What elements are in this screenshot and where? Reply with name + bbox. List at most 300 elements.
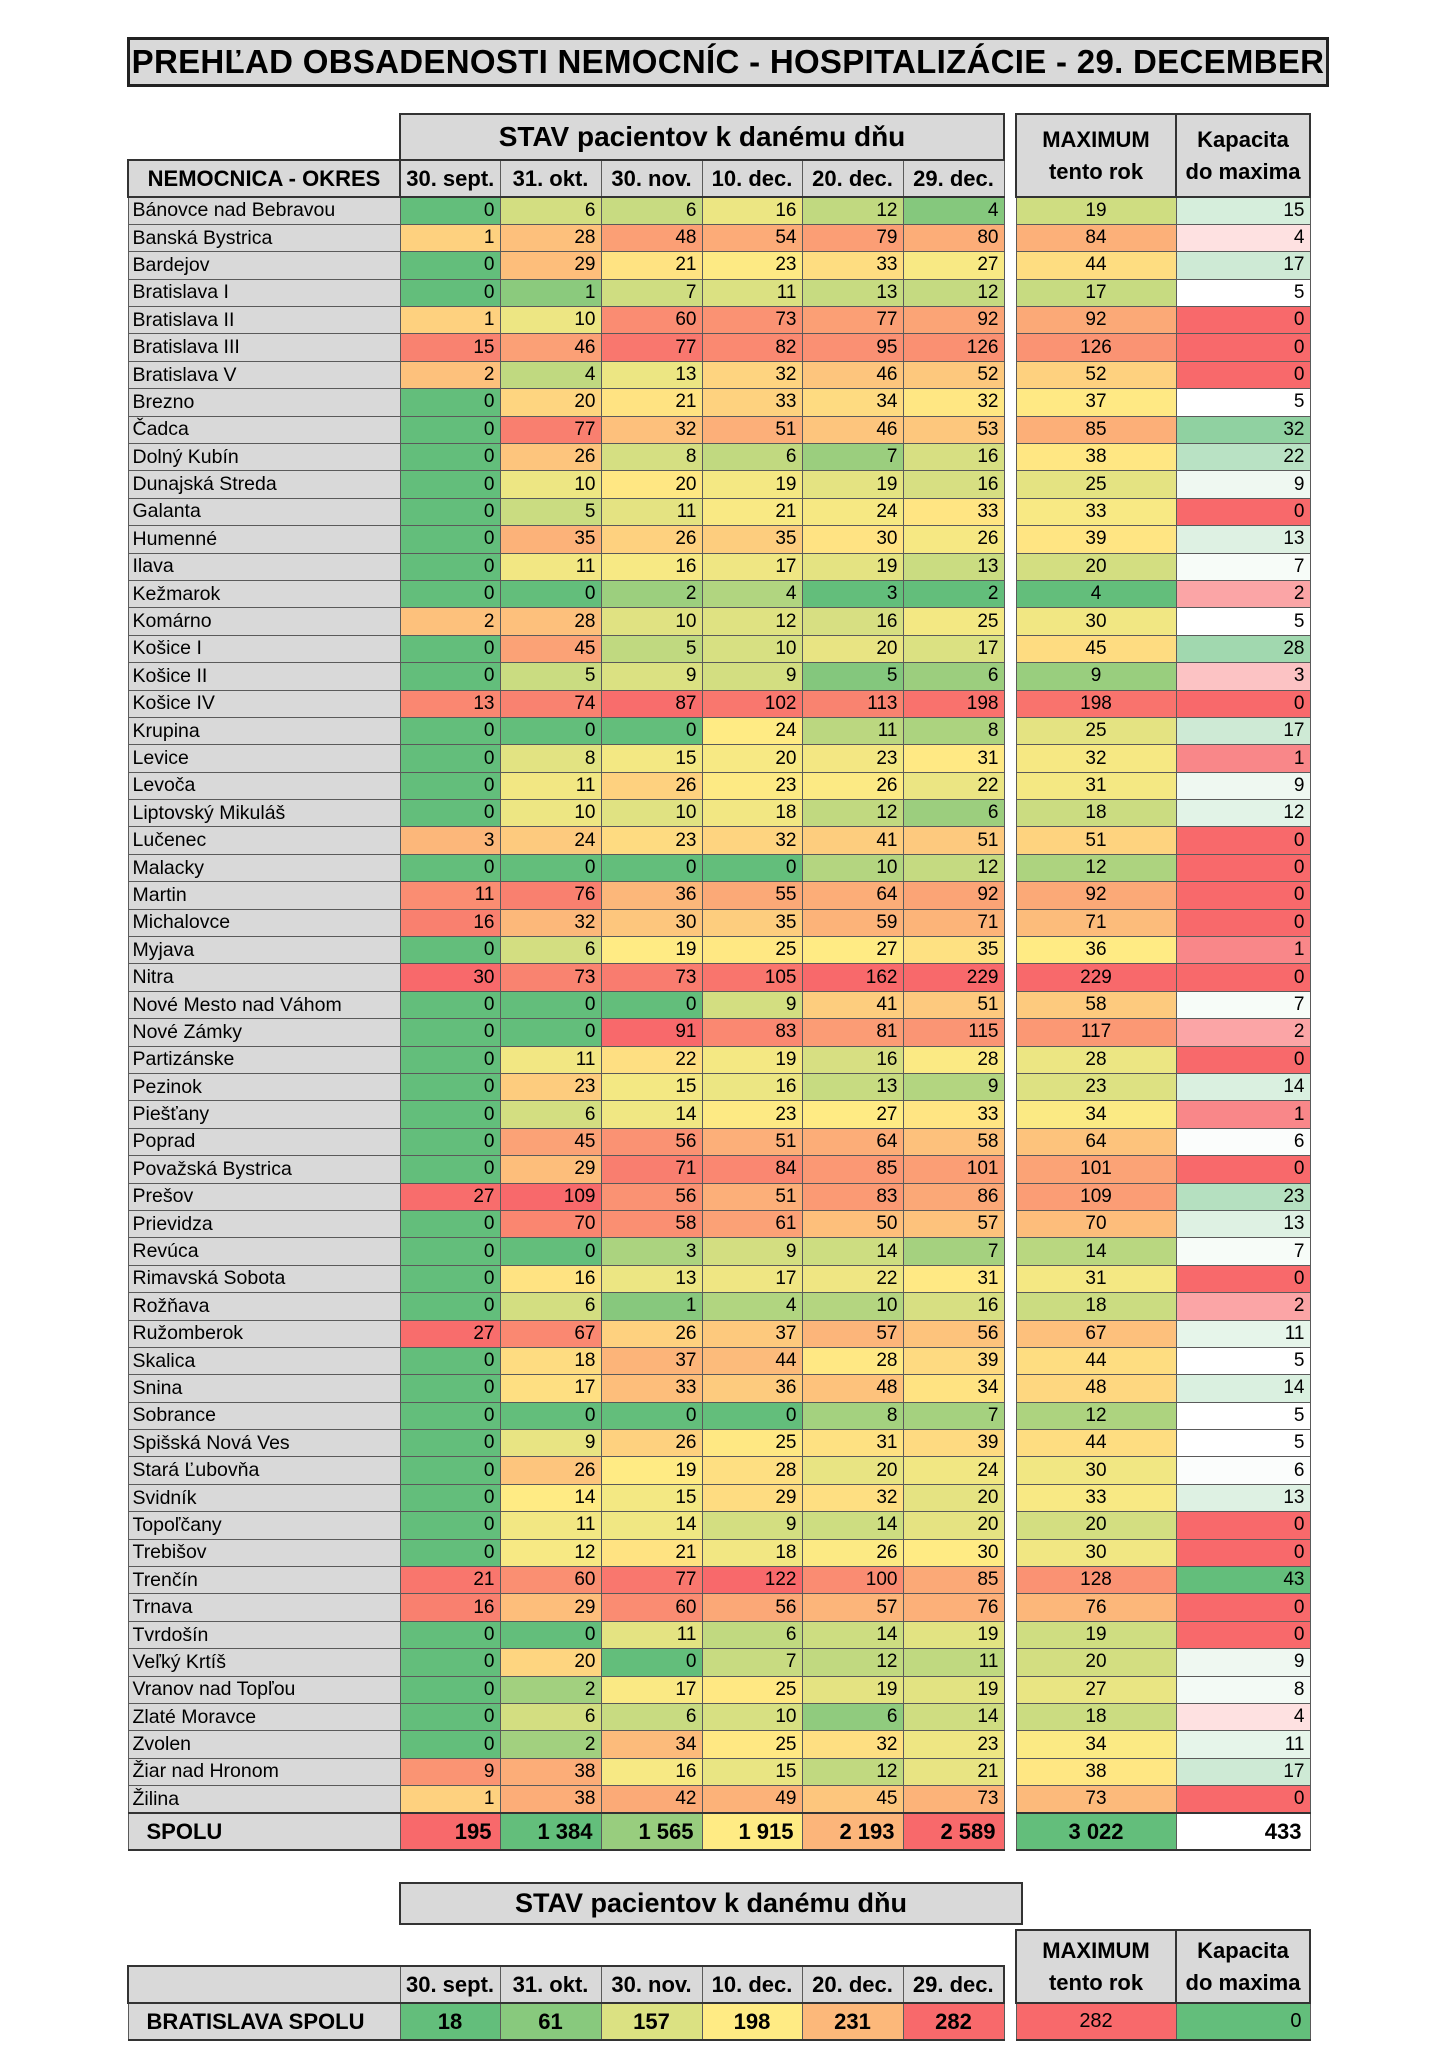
capacity-cell: 5 <box>1176 1402 1310 1429</box>
max-cell: 44 <box>1016 252 1176 279</box>
capacity-cell: 17 <box>1176 1758 1310 1785</box>
value-cell: 26 <box>601 526 702 553</box>
value-cell: 26 <box>500 444 601 471</box>
value-cell: 12 <box>802 1649 903 1676</box>
capacity-cell: 4 <box>1176 1703 1310 1730</box>
summary-value: 61 <box>500 2003 601 2040</box>
row-gap <box>1004 1210 1016 1237</box>
value-cell: 0 <box>400 1676 500 1703</box>
hospital-name: Žiar nad Hronom <box>128 1758 400 1785</box>
value-cell: 11 <box>802 717 903 744</box>
max-cell: 18 <box>1016 1703 1176 1730</box>
hospital-name: Čadca <box>128 416 400 443</box>
value-cell: 25 <box>903 608 1004 635</box>
value-cell: 113 <box>802 690 903 717</box>
value-cell: 162 <box>802 964 903 991</box>
row-gap <box>1004 526 1016 553</box>
capacity-cell: 43 <box>1176 1567 1310 1594</box>
table-row <box>128 580 1310 607</box>
value-cell: 60 <box>601 1594 702 1621</box>
max-cell: 52 <box>1016 361 1176 388</box>
value-cell: 33 <box>601 1375 702 1402</box>
value-cell: 32 <box>500 909 601 936</box>
max-cell: 38 <box>1016 444 1176 471</box>
capacity-cell: 0 <box>1176 827 1310 854</box>
capacity-cell: 22 <box>1176 444 1310 471</box>
value-cell: 3 <box>802 580 903 607</box>
value-cell: 11 <box>702 279 802 306</box>
capacity-cell: 1 <box>1176 1101 1310 1128</box>
value-cell: 0 <box>400 1210 500 1237</box>
capacity-cell: 17 <box>1176 717 1310 744</box>
total-row <box>128 1813 1310 1850</box>
hospital-name: Dunajská Streda <box>128 471 400 498</box>
value-cell: 4 <box>500 361 601 388</box>
table-row <box>128 1594 1310 1621</box>
value-cell: 16 <box>400 1594 500 1621</box>
value-cell: 12 <box>802 197 903 224</box>
value-cell: 23 <box>802 745 903 772</box>
value-cell: 26 <box>903 526 1004 553</box>
value-cell: 19 <box>903 1621 1004 1648</box>
max-cell: 9 <box>1016 663 1176 690</box>
summary-kap-header <box>1176 1930 1310 2003</box>
max-cell: 71 <box>1016 909 1176 936</box>
table-row <box>128 1621 1310 1648</box>
max-cell: 25 <box>1016 717 1176 744</box>
max-cell: 28 <box>1016 1046 1176 1073</box>
capacity-cell: 7 <box>1176 991 1310 1018</box>
row-gap <box>1004 334 1016 361</box>
value-cell: 26 <box>601 1430 702 1457</box>
value-cell: 24 <box>500 827 601 854</box>
value-cell: 0 <box>400 1703 500 1730</box>
value-cell: 34 <box>802 389 903 416</box>
value-cell: 45 <box>500 635 601 662</box>
max-cell: 14 <box>1016 1238 1176 1265</box>
value-cell: 101 <box>903 1156 1004 1183</box>
value-cell: 57 <box>802 1594 903 1621</box>
value-cell: 84 <box>702 1156 802 1183</box>
hospital-name: Bratislava III <box>128 334 400 361</box>
row-gap <box>1004 197 1016 224</box>
table-row <box>128 1402 1310 1429</box>
value-cell: 6 <box>500 1703 601 1730</box>
total-value: 2 193 <box>802 1813 903 1850</box>
capacity-cell: 6 <box>1176 1457 1310 1484</box>
capacity-cell: 28 <box>1176 635 1310 662</box>
max-cell: 31 <box>1016 772 1176 799</box>
value-cell: 39 <box>903 1347 1004 1374</box>
value-cell: 33 <box>802 252 903 279</box>
value-cell: 42 <box>601 1786 702 1813</box>
value-cell: 11 <box>400 882 500 909</box>
table-row <box>128 1265 1310 1292</box>
value-cell: 32 <box>802 1731 903 1758</box>
value-cell: 0 <box>400 580 500 607</box>
value-cell: 31 <box>802 1430 903 1457</box>
summary-date-header: 10. dec. <box>702 1966 802 2003</box>
value-cell: 41 <box>802 991 903 1018</box>
row-gap <box>1004 635 1016 662</box>
row-gap <box>1004 553 1016 580</box>
value-cell: 1 <box>400 307 500 334</box>
value-cell: 37 <box>601 1347 702 1374</box>
summary-kap-line1: Kapacita <box>1197 1937 1289 1963</box>
row-gap <box>1004 580 1016 607</box>
value-cell: 31 <box>903 745 1004 772</box>
table-row <box>128 1019 1310 1046</box>
value-cell: 3 <box>601 1238 702 1265</box>
value-cell: 20 <box>903 1512 1004 1539</box>
value-cell: 14 <box>500 1484 601 1511</box>
row-gap <box>1004 1457 1016 1484</box>
value-cell: 46 <box>500 334 601 361</box>
value-cell: 0 <box>400 991 500 1018</box>
value-cell: 20 <box>802 635 903 662</box>
value-cell: 23 <box>500 1074 601 1101</box>
table-row <box>128 937 1310 964</box>
value-cell: 0 <box>500 991 601 1018</box>
value-cell: 10 <box>500 307 601 334</box>
value-cell: 12 <box>903 854 1004 881</box>
value-cell: 30 <box>400 964 500 991</box>
capacity-cell: 17 <box>1176 252 1310 279</box>
value-cell: 67 <box>500 1320 601 1347</box>
value-cell: 4 <box>903 197 1004 224</box>
capacity-cell: 5 <box>1176 1430 1310 1457</box>
summary-blank <box>128 1930 1004 1966</box>
value-cell: 4 <box>702 1293 802 1320</box>
max-cell: 36 <box>1016 937 1176 964</box>
hospital-name: Snina <box>128 1375 400 1402</box>
table-row <box>128 444 1310 471</box>
table-row <box>128 882 1310 909</box>
value-cell: 10 <box>601 608 702 635</box>
summary-max: 282 <box>1016 2003 1176 2040</box>
value-cell: 16 <box>903 471 1004 498</box>
table-row <box>128 1347 1310 1374</box>
max-cell: 76 <box>1016 1594 1176 1621</box>
value-cell: 0 <box>400 1238 500 1265</box>
max-cell: 38 <box>1016 1758 1176 1785</box>
value-cell: 16 <box>702 1074 802 1101</box>
value-cell: 17 <box>903 635 1004 662</box>
max-cell: 39 <box>1016 526 1176 553</box>
value-cell: 16 <box>903 1293 1004 1320</box>
capacity-cell: 0 <box>1176 1594 1310 1621</box>
value-cell: 21 <box>601 252 702 279</box>
value-cell: 92 <box>903 307 1004 334</box>
row-gap <box>1004 1156 1016 1183</box>
value-cell: 14 <box>802 1621 903 1648</box>
capacity-cell: 12 <box>1176 800 1310 827</box>
value-cell: 28 <box>903 1046 1004 1073</box>
value-cell: 23 <box>702 1101 802 1128</box>
capacity-cell: 13 <box>1176 1484 1310 1511</box>
value-cell: 17 <box>702 553 802 580</box>
value-cell: 13 <box>903 553 1004 580</box>
summary-gap <box>1004 1930 1016 1966</box>
hospital-name: Topoľčany <box>128 1512 400 1539</box>
max-cell: 45 <box>1016 635 1176 662</box>
hospital-name: Michalovce <box>128 909 400 936</box>
capacity-cell: 5 <box>1176 279 1310 306</box>
value-cell: 10 <box>500 800 601 827</box>
value-cell: 83 <box>802 1183 903 1210</box>
summary-blank-label <box>128 1966 400 2003</box>
hospital-name: Nitra <box>128 964 400 991</box>
hospital-name: Rožňava <box>128 1293 400 1320</box>
hospital-name: Rimavská Sobota <box>128 1265 400 1292</box>
value-cell: 55 <box>702 882 802 909</box>
value-cell: 29 <box>500 1594 601 1621</box>
hospital-name: Dolný Kubín <box>128 444 400 471</box>
value-cell: 0 <box>400 1621 500 1648</box>
header-gap <box>1004 114 1016 160</box>
value-cell: 32 <box>601 416 702 443</box>
row-gap <box>1004 1539 1016 1566</box>
value-cell: 17 <box>601 1676 702 1703</box>
value-cell: 12 <box>702 608 802 635</box>
value-cell: 56 <box>702 1594 802 1621</box>
max-cell: 44 <box>1016 1430 1176 1457</box>
value-cell: 44 <box>702 1347 802 1374</box>
row-gap <box>1004 416 1016 443</box>
value-cell: 28 <box>500 224 601 251</box>
value-cell: 26 <box>601 1320 702 1347</box>
value-cell: 41 <box>802 827 903 854</box>
value-cell: 35 <box>702 909 802 936</box>
capacity-cell: 0 <box>1176 334 1310 361</box>
value-cell: 0 <box>400 1375 500 1402</box>
value-cell: 92 <box>903 882 1004 909</box>
row-gap <box>1004 1320 1016 1347</box>
value-cell: 35 <box>500 526 601 553</box>
hospital-name: Tvrdošín <box>128 1621 400 1648</box>
value-cell: 16 <box>601 1758 702 1785</box>
header-blank <box>128 114 400 160</box>
summary-date-header: 30. sept. <box>400 1966 500 2003</box>
value-cell: 12 <box>802 1758 903 1785</box>
capacity-cell: 1 <box>1176 937 1310 964</box>
hospital-name: Trebišov <box>128 1539 400 1566</box>
value-cell: 19 <box>601 937 702 964</box>
max-cell: 34 <box>1016 1101 1176 1128</box>
value-cell: 39 <box>903 1430 1004 1457</box>
capacity-cell: 15 <box>1176 197 1310 224</box>
table-row <box>128 1786 1310 1813</box>
value-cell: 51 <box>903 827 1004 854</box>
capacity-cell: 11 <box>1176 1320 1310 1347</box>
hospital-name: Prešov <box>128 1183 400 1210</box>
value-cell: 24 <box>802 498 903 525</box>
value-cell: 0 <box>400 717 500 744</box>
capacity-cell: 3 <box>1176 663 1310 690</box>
max-cell: 51 <box>1016 827 1176 854</box>
value-cell: 15 <box>601 745 702 772</box>
occupancy-table <box>127 113 1311 1851</box>
row-gap <box>1004 444 1016 471</box>
value-cell: 0 <box>400 1128 500 1155</box>
summary-date-header: 31. okt. <box>500 1966 601 2003</box>
value-cell: 0 <box>601 1649 702 1676</box>
hospital-name: Liptovský Mikuláš <box>128 800 400 827</box>
row-gap <box>1004 1731 1016 1758</box>
value-cell: 33 <box>903 1101 1004 1128</box>
value-cell: 14 <box>802 1512 903 1539</box>
max-cell: 73 <box>1016 1786 1176 1813</box>
page-title: PREHĽAD OBSADENOSTI NEMOCNÍC - HOSPITALIZÁCIE - 29. DECEMBER <box>127 37 1329 87</box>
value-cell: 229 <box>903 964 1004 991</box>
value-cell: 6 <box>903 663 1004 690</box>
table-row <box>128 1074 1310 1101</box>
value-cell: 36 <box>601 882 702 909</box>
hospital-name: Bardejov <box>128 252 400 279</box>
value-cell: 0 <box>400 553 500 580</box>
value-cell: 23 <box>903 1731 1004 1758</box>
value-cell: 0 <box>400 526 500 553</box>
capacity-cell: 0 <box>1176 498 1310 525</box>
value-cell: 0 <box>400 1430 500 1457</box>
row-gap <box>1004 361 1016 388</box>
value-cell: 21 <box>702 498 802 525</box>
hospital-name: Bratislava II <box>128 307 400 334</box>
value-cell: 85 <box>903 1567 1004 1594</box>
hospital-name: Zvolen <box>128 1731 400 1758</box>
hospital-name: Komárno <box>128 608 400 635</box>
value-cell: 9 <box>500 1430 601 1457</box>
hospital-name: Martin <box>128 882 400 909</box>
value-cell: 2 <box>500 1676 601 1703</box>
max-header <box>1016 114 1176 197</box>
hospital-name: Žilina <box>128 1786 400 1813</box>
max-cell: 12 <box>1016 1402 1176 1429</box>
value-cell: 16 <box>400 909 500 936</box>
value-cell: 11 <box>601 1621 702 1648</box>
hospital-name: Myjava <box>128 937 400 964</box>
row-gap <box>1004 1621 1016 1648</box>
max-cell: 70 <box>1016 1210 1176 1237</box>
value-cell: 13 <box>802 279 903 306</box>
row-gap <box>1004 909 1016 936</box>
value-cell: 0 <box>400 1156 500 1183</box>
value-cell: 0 <box>400 471 500 498</box>
row-gap <box>1004 1101 1016 1128</box>
row-gap <box>1004 1484 1016 1511</box>
value-cell: 71 <box>601 1156 702 1183</box>
table-row <box>128 471 1310 498</box>
value-cell: 11 <box>500 1046 601 1073</box>
value-cell: 11 <box>903 1649 1004 1676</box>
value-cell: 2 <box>500 1731 601 1758</box>
value-cell: 16 <box>903 444 1004 471</box>
value-cell: 5 <box>802 663 903 690</box>
value-cell: 28 <box>702 1457 802 1484</box>
summary-label: BRATISLAVA SPOLU <box>128 2003 400 2040</box>
row-gap <box>1004 1183 1016 1210</box>
value-cell: 1 <box>500 279 601 306</box>
value-cell: 18 <box>702 800 802 827</box>
value-cell: 52 <box>903 361 1004 388</box>
max-cell: 37 <box>1016 389 1176 416</box>
value-cell: 20 <box>500 389 601 416</box>
hospital-name: Lučenec <box>128 827 400 854</box>
hospital-name: Piešťany <box>128 1101 400 1128</box>
value-cell: 33 <box>903 498 1004 525</box>
hospital-name: Poprad <box>128 1128 400 1155</box>
row-gap <box>1004 1375 1016 1402</box>
table-row <box>128 416 1310 443</box>
value-cell: 7 <box>903 1238 1004 1265</box>
hospital-name: Nové Zámky <box>128 1019 400 1046</box>
row-gap <box>1004 1019 1016 1046</box>
value-cell: 11 <box>500 1512 601 1539</box>
value-cell: 109 <box>500 1183 601 1210</box>
max-cell: 117 <box>1016 1019 1176 1046</box>
value-cell: 9 <box>702 991 802 1018</box>
max-cell: 64 <box>1016 1128 1176 1155</box>
value-cell: 73 <box>903 1786 1004 1813</box>
value-cell: 20 <box>802 1457 903 1484</box>
hospital-name: Pezinok <box>128 1074 400 1101</box>
value-cell: 51 <box>903 991 1004 1018</box>
table-row <box>128 1320 1310 1347</box>
hospital-name: Revúca <box>128 1238 400 1265</box>
value-cell: 57 <box>903 1210 1004 1237</box>
value-cell: 21 <box>903 1758 1004 1785</box>
value-cell: 8 <box>601 444 702 471</box>
value-cell: 77 <box>500 416 601 443</box>
value-cell: 87 <box>601 690 702 717</box>
capacity-cell: 0 <box>1176 1046 1310 1073</box>
value-cell: 9 <box>400 1758 500 1785</box>
value-cell: 28 <box>802 1347 903 1374</box>
value-cell: 26 <box>601 772 702 799</box>
max-cell: 34 <box>1016 1731 1176 1758</box>
row-gap <box>1004 1347 1016 1374</box>
max-cell: 27 <box>1016 1676 1176 1703</box>
value-cell: 23 <box>601 827 702 854</box>
value-cell: 33 <box>702 389 802 416</box>
date-header: 20. dec. <box>802 160 903 197</box>
hospital-name: Bratislava V <box>128 361 400 388</box>
summary-kap-line2: do maxima <box>1185 1969 1301 1995</box>
value-cell: 13 <box>601 1265 702 1292</box>
value-cell: 70 <box>500 1210 601 1237</box>
table-row <box>128 745 1310 772</box>
value-cell: 19 <box>702 471 802 498</box>
hospital-name: Zlaté Moravce <box>128 1703 400 1730</box>
summary-max-header <box>1016 1930 1176 2003</box>
hospital-name: Prievidza <box>128 1210 400 1237</box>
value-cell: 17 <box>702 1265 802 1292</box>
row-gap <box>1004 1046 1016 1073</box>
capacity-cell: 2 <box>1176 580 1310 607</box>
value-cell: 0 <box>400 1457 500 1484</box>
capacity-cell: 0 <box>1176 1539 1310 1566</box>
value-cell: 10 <box>702 1703 802 1730</box>
max-cell: 20 <box>1016 553 1176 580</box>
value-cell: 11 <box>500 772 601 799</box>
row-gap <box>1004 663 1016 690</box>
max-cell: 109 <box>1016 1183 1176 1210</box>
row-gap <box>1004 224 1016 251</box>
max-cell: 4 <box>1016 580 1176 607</box>
value-cell: 64 <box>802 1128 903 1155</box>
value-cell: 4 <box>702 580 802 607</box>
max-cell: 23 <box>1016 1074 1176 1101</box>
